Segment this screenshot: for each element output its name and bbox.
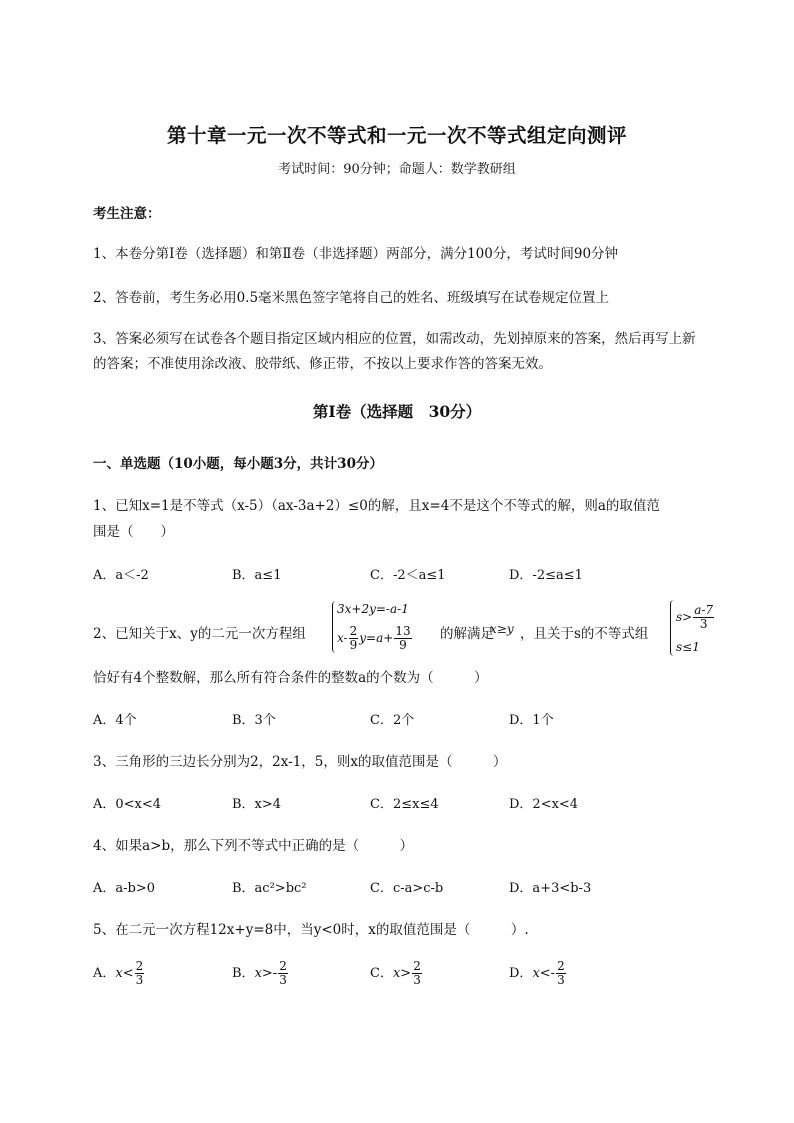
q2-option-a[interactable]: A．4个 (93, 713, 137, 728)
question-2-text-cont: 恰好有4个整数解，那么所有符合条件的整数a的个数为（ ） (93, 670, 488, 686)
equation-2: x- $\frac{2}{9}$ y=a+ $\frac{13}{9}$ (337, 624, 411, 652)
equation-1: 3x+2y=-a-1 (337, 602, 409, 616)
notice-item: 3、答案必须写在试卷各个题目指定区域内相应的位置，如需改动，先划掉原来的答案，然后再写上新 (93, 331, 696, 347)
notice-item: 1、本卷分第I卷（选择题）和第Ⅱ卷（非选择题）两部分，满分100分，考试时间90分钟 (93, 246, 619, 262)
question-3-text: 3、三角形的三边长分别为2，2x-1，5，则x的取值范围是（ ） (93, 754, 507, 770)
exam-info: 考试时间：90分钟；命题人：数学教研组 (278, 162, 516, 177)
q4-option-a[interactable]: A．a-b>0 (93, 881, 156, 896)
question-2-mid: 的解满足 (440, 626, 494, 642)
q4-option-d[interactable]: D．a+3<b-3 (509, 881, 592, 896)
q1-option-a[interactable]: A．a＜-2 (93, 568, 149, 583)
section-title: 第I卷（选择题 30分） (312, 402, 482, 421)
q2-option-c[interactable]: C．2个 (370, 713, 415, 728)
notice-heading: 考生注意： (93, 206, 161, 222)
notice-item: 2、答卷前，考生务必用0.5毫米黑色签字笔将自己的姓名、班级填写在试卷规定位置上 (93, 290, 610, 306)
q3-option-a[interactable]: A．0<x<4 (93, 797, 162, 812)
q1-option-b[interactable]: B．a≤1 (232, 568, 282, 583)
q4-option-b[interactable]: B．ac²>bc² (232, 881, 307, 896)
q2-option-b[interactable]: B．3个 (232, 713, 276, 728)
q5-option-c[interactable]: C．x> $\frac{2}{3}$ (370, 959, 421, 987)
question-5-text: 5、在二元一次方程12x+y=8中，当y<0时，x的取值范围是（ ）. (93, 922, 529, 938)
q2-option-d[interactable]: D．1个 (509, 713, 554, 728)
q1-option-d[interactable]: D．-2≤a≤1 (509, 568, 583, 583)
q3-option-c[interactable]: C．2≤x≤4 (370, 797, 439, 812)
question-2-mid2: ，且关于s的不等式组 (520, 626, 649, 642)
q1-option-c[interactable]: C．-2＜a≤1 (370, 568, 446, 583)
question-1-text: 1、已知x=1是不等式（x-5）（ax-3a+2）≤0的解，且x=4不是这个不等式的解，则a的取值范 (93, 498, 660, 514)
q4-option-c[interactable]: C．c-a>c-b (370, 881, 444, 896)
q3-option-d[interactable]: D．2<x<4 (509, 797, 579, 812)
q3-option-b[interactable]: B．x>4 (232, 797, 282, 812)
inequality-2: s≤1 (676, 640, 700, 654)
condition: x≥y (490, 622, 514, 636)
page-title: 第十章一元一次不等式和一元一次不等式组定向测评 (166, 124, 627, 147)
notice-item: 的答案；不准使用涂改液、胶带纸、修正带，不按以上要求作答的答案无效。 (93, 356, 552, 372)
part-heading: 一、单选题（10小题，每小题3分，共计30分） (93, 456, 383, 472)
q5-option-b[interactable]: B．x>- $\frac{2}{3}$ (232, 959, 287, 987)
question-1-text-cont: 围是（ ） (93, 524, 174, 540)
question-2-prefix: 2、已知关于x、y的二元一次方程组 (93, 626, 306, 642)
inequality-1: s> $\frac{a-7}{3}$ (676, 603, 714, 631)
question-4-text: 4、如果a>b，那么下列不等式中正确的是（ ） (93, 838, 414, 854)
q5-option-d[interactable]: D．x<- $\frac{2}{3}$ (509, 959, 565, 987)
q5-option-a[interactable]: A．x< $\frac{2}{3}$ (93, 959, 144, 987)
